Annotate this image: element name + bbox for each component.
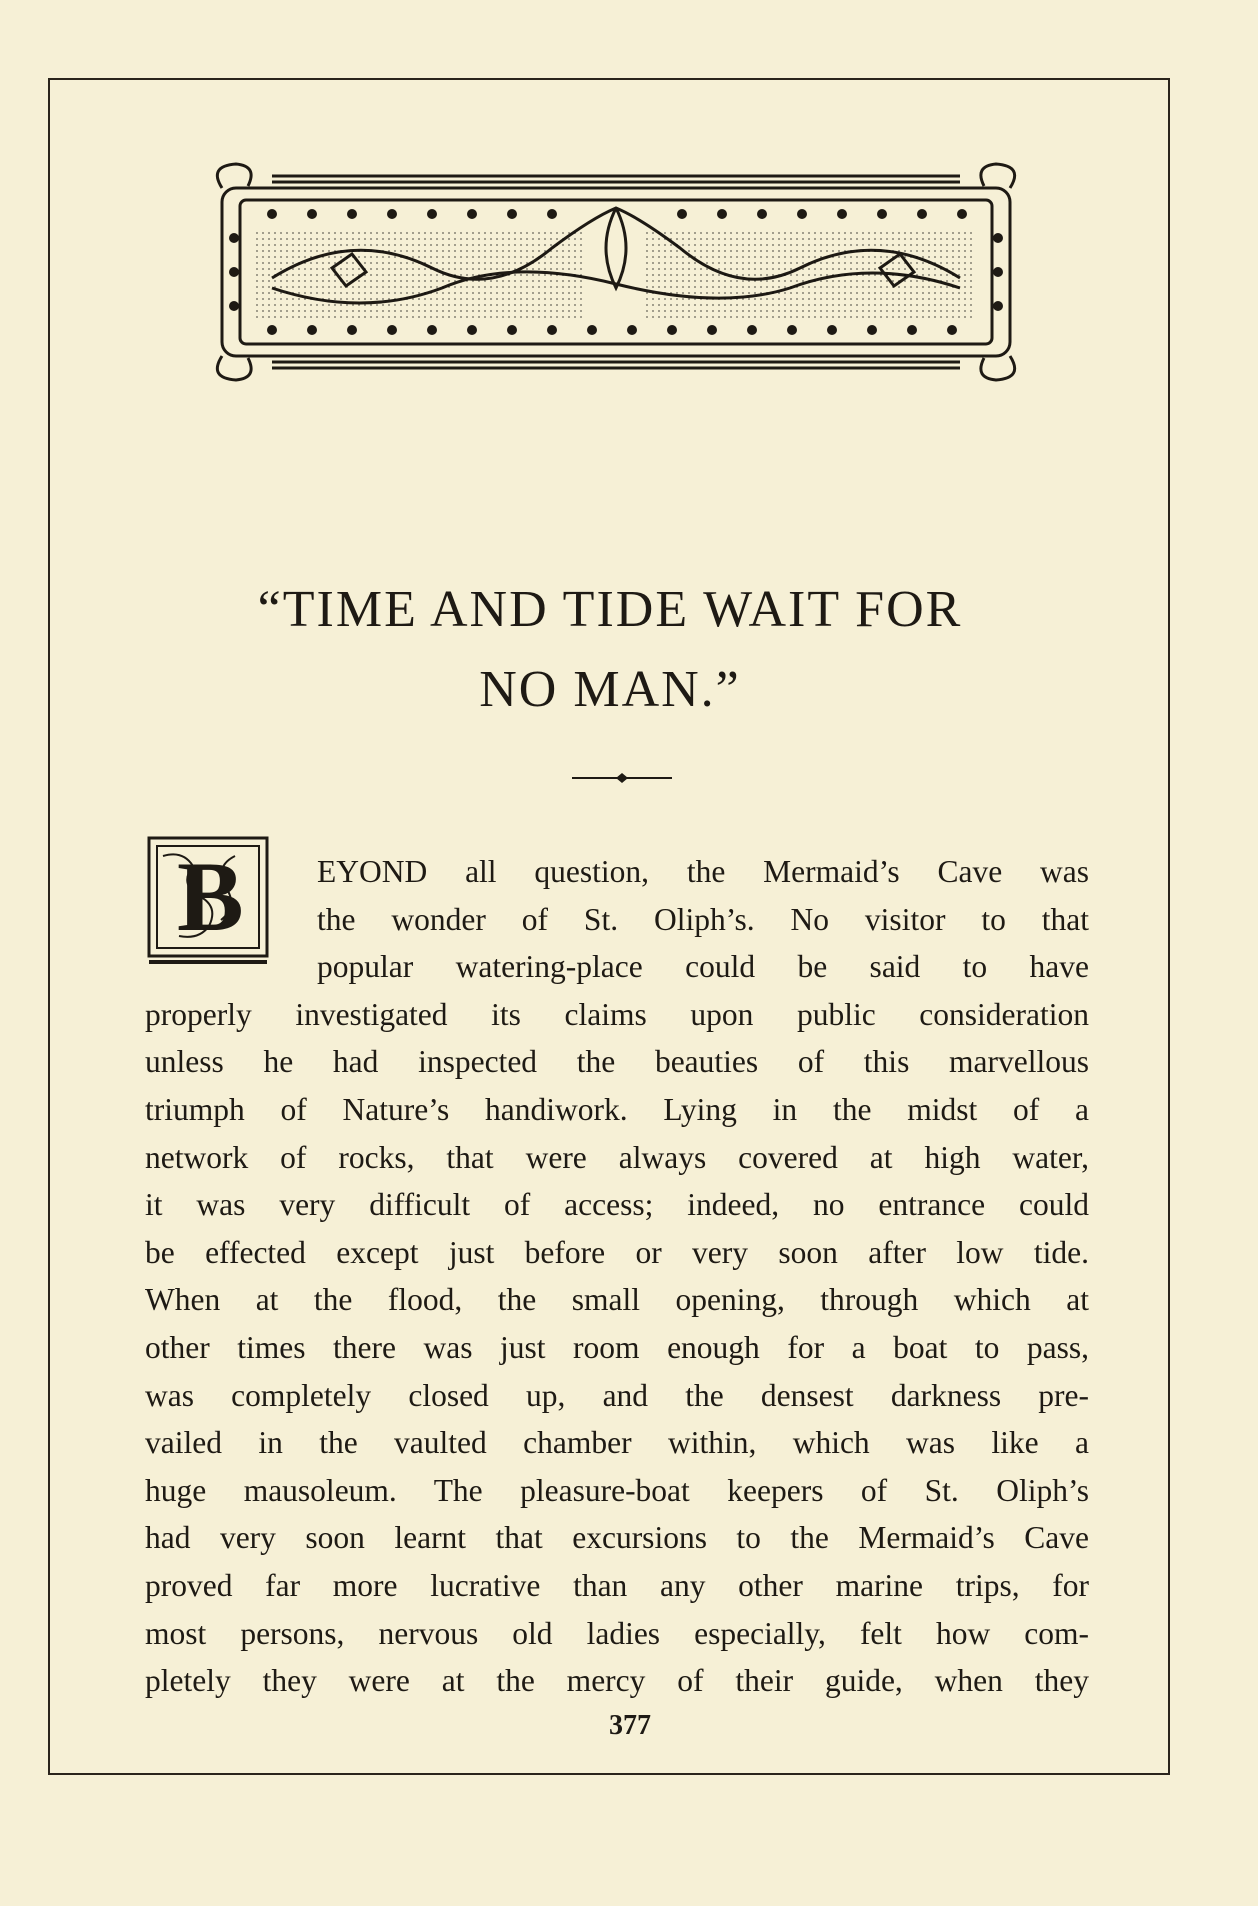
page-number: 377 [609,1710,651,1741]
text-line: properly investigated its claims upon public consideration [145,996,1089,1032]
text-line: proved far more lucrative than any other marine trips, for [145,1567,1089,1603]
title-divider [572,770,672,786]
text-line: network of rocks, that were always covered at high water, [145,1139,1089,1175]
text-line: When at the flood, the small opening, through which at [145,1282,1089,1318]
drop-cap-letter: B [177,841,244,952]
text-line: vailed in the vaulted chamber within, which was like a [145,1425,1089,1461]
text-line: it was very difficult of access; indeed, no entrance could [145,1187,1089,1223]
chapter-title-line-1: “TIME AND TIDE WAIT FOR [257,581,963,638]
text-line: triumph of Nature’s handiwork. Lying in the midst of a [145,1091,1089,1127]
text-line: was completely closed up, and the densest darkness pre- [145,1377,1089,1413]
chapter-title-line-2: NO MAN.” [479,661,741,718]
text-line: the wonder of St. Oliph’s. No visitor to that [317,901,1089,937]
text-line: popular watering-place could be said to have [317,949,1089,985]
text-line: most persons, nervous old ladies especially, felt how com- [145,1615,1089,1651]
decorative-headpiece [212,158,1020,384]
chapter-title [140,570,1080,730]
text-line: be effected except just before or very soon after low tide. [145,1234,1089,1270]
text-line: unless he had inspected the beauties of this marvellous [145,1044,1089,1080]
text-line: had very soon learnt that excursions to the Mermaid’s Cave [145,1520,1089,1556]
text-line: EYOND all question, the Mermaid’s Cave was [317,854,1089,889]
text-line: other times there was just room enough for a boat to pass, [145,1329,1089,1365]
text-line: huge mausoleum. The pleasure-boat keepers of St. Oliph’s [145,1472,1089,1508]
text-line: pletely they were at the mercy of their guide, when they [145,1663,1089,1699]
body-paragraph [145,848,1089,1705]
